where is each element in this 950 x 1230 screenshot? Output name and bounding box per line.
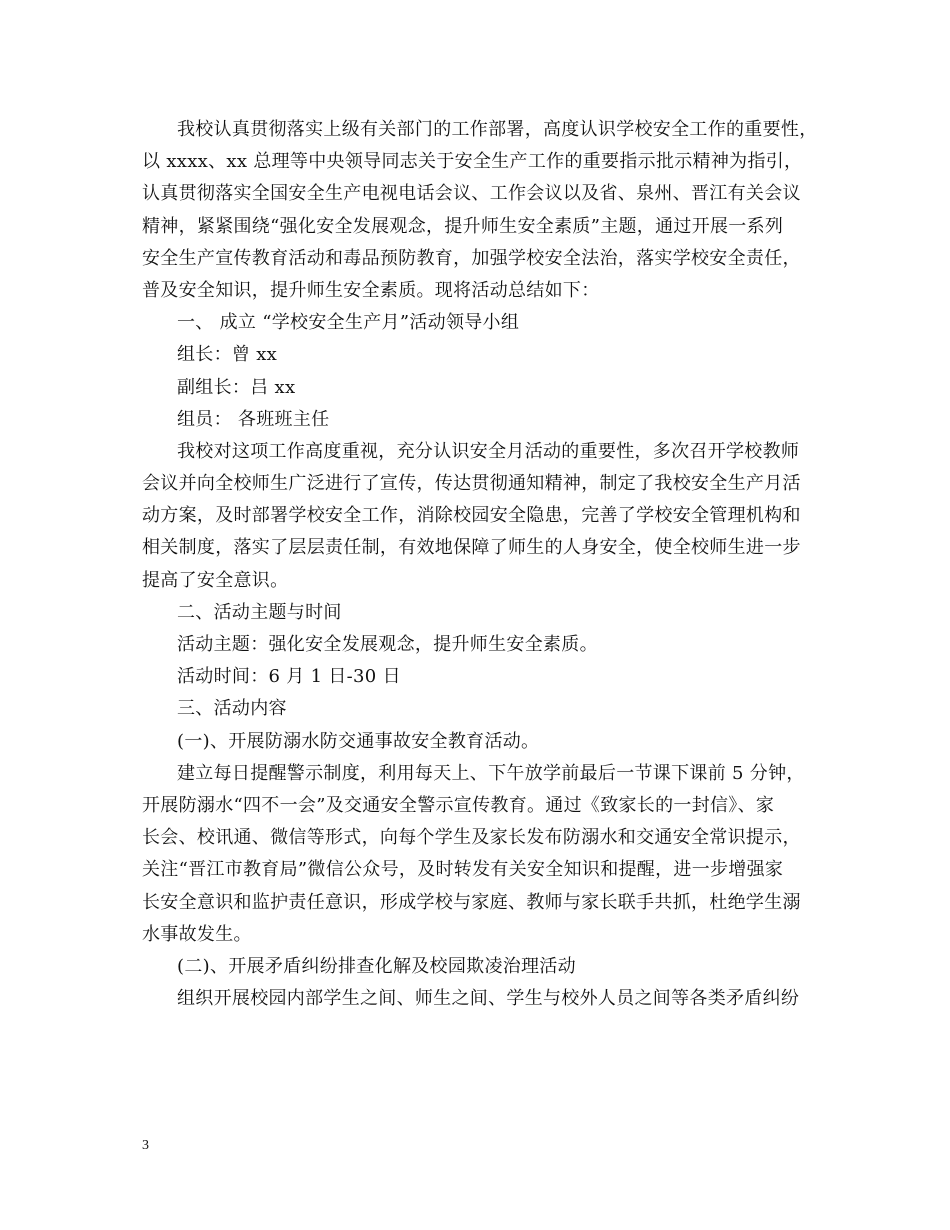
text-line: (二)、开展矛盾纠纷排查化解及校园欺凌治理活动 [177, 955, 576, 977]
text-line: 组长：曾 xx [177, 344, 278, 366]
text-line: 一、 成立 “学校安全生产月”活动领导小组 [177, 312, 520, 334]
text-line: (一)、开展防溺水防交通事故安全教育活动。 [177, 730, 540, 752]
text-line: 动方案，及时部署学校安全工作，消除校园安全隐患，完善了学校安全管理机构和 [142, 505, 801, 527]
text-line: 认真贯彻落实全国安全生产电视电话会议、工作会议以及省、泉州、晋江有关会议 [142, 183, 801, 205]
text-line: 组织开展校园内部学生之间、师生之间、学生与校外人员之间等各类矛盾纠纷 [177, 988, 800, 1010]
text-line: 组员： 各班班主任 [177, 408, 330, 430]
text-line: 以 xxxx、xx 总理等中央领导同志关于安全生产工作的重要指示批示精神为指引， [142, 151, 803, 173]
text-line: 水事故发生。 [142, 923, 252, 945]
text-line: 普及安全知识，提升师生安全素质。现将活动总结如下： [142, 279, 600, 301]
text-line: 活动时间：6 月 1 日-30 日 [177, 666, 401, 688]
text-line: 会议并向全校师生广泛进行了宣传，传达贯彻通知精神，制定了我校安全生产月活 [142, 473, 801, 495]
text-line: 建立每日提醒警示制度，利用每天上、下午放学前最后一节课下课前 5 分钟， [177, 762, 805, 784]
page-number: 3 [142, 1138, 149, 1153]
text-line: 开展防溺水“四不一会”及交通安全警示宣传教育。通过《致家长的一封信》、家 [142, 794, 775, 816]
text-line: 我校对这项工作高度重视，充分认识安全月活动的重要性，多次召开学校教师 [177, 440, 800, 462]
text-line: 三、活动内容 [177, 698, 287, 720]
text-line: 关注“晋江市教育局”微信公众号，及时转发有关安全知识和提醒，进一步增强家 [142, 859, 784, 881]
text-line: 二、活动主题与时间 [177, 601, 342, 623]
text-line: 安全生产宣传教育活动和毒品预防教育，加强学校安全法治，落实学校安全责任， [142, 247, 801, 269]
text-line: 我校认真贯彻落实上级有关部门的工作部署，高度认识学校安全工作的重要性， [177, 119, 818, 140]
text-line: 精神，紧紧围绕“强化安全发展观念，提升师生安全素质”主题，通过开展一系列 [142, 215, 784, 237]
text-line: 长会、校讯通、微信等形式，向每个学生及家长发布防溺水和交通安全常识提示， [142, 827, 801, 849]
text-line: 提高了安全意识。 [142, 569, 289, 591]
text-line: 相关制度，落实了层层责任制，有效地保障了师生的人身安全，使全校师生进一步 [142, 537, 801, 559]
document-body [142, 114, 818, 1015]
text-line: 长安全意识和监护责任意识，形成学校与家庭、教师与家长联手共抓，杜绝学生溺 [142, 891, 801, 913]
text-line: 活动主题：强化安全发展观念，提升师生安全素质。 [177, 634, 598, 655]
text-line: 副组长：吕 xx [177, 376, 296, 398]
